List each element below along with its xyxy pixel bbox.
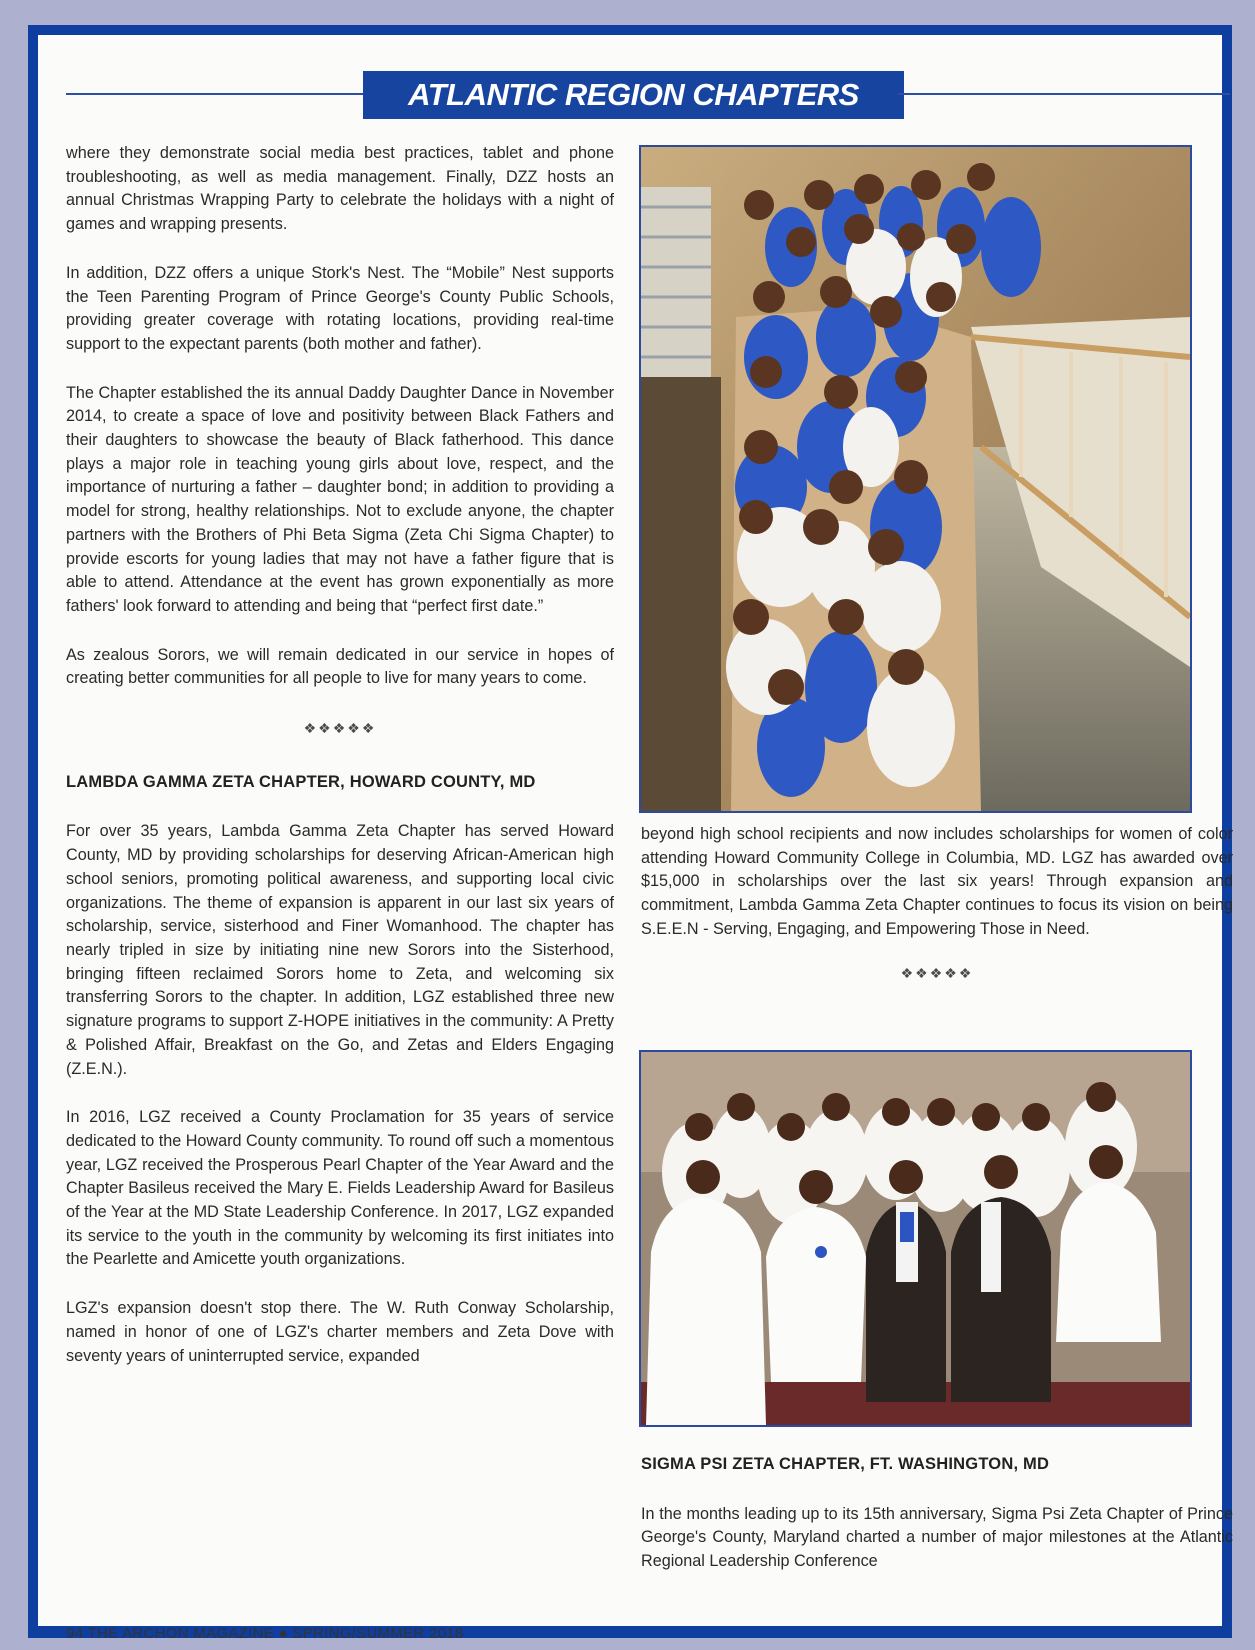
section-separator: ❖❖❖❖❖ [303,720,377,737]
paragraph: beyond high school recipients and now includes scholarships for women of color attending Howard Community College in Columbia, MD. LGZ has awarded over $15,000 in scholarships over the last six years! Through expansion and commitment, Lambda Gamma Zeta Chapter continues to focus its vision on being S.E.E.N - Serving, Engaging, and Empowering Those in Need. [641,825,1233,938]
robes-photo-image [641,1052,1190,1425]
issue-label: SPRING/SUMMER 2018 [292,1625,464,1642]
section-separator: ❖❖❖❖❖ [900,964,974,981]
paragraph: LGZ's expansion doesn't stop there. The W. Ruth Conway Scholarship, named in honor of one of LGZ's charter members and Zeta Dove with seventy years of uninterrupted service, expanded [66,1299,614,1365]
staircase-photo-image [641,147,1190,811]
paragraph: For over 35 years, Lambda Gamma Zeta Chapter has served Howard County, MD by providing scholarships for deserving African-American high school seniors, promoting political awareness, and supporting local civic organizations. The theme of expansion is apparent in our last six years of scholarship, service, sisterhood and Finer Womanhood. The chapter has nearly tripled in size by initiating nine new Sorors into the Sisterhood, bringing fifteen reclaimed Sorors home to Zeta, and welcoming six transferring Sorors to the chapter. In addition, LGZ established three new signature programs to support Z-HOPE initiatives in the community: A Pretty & Polished Affair, Breakfast on the Go, and Zetas and Elders Engaging (Z.E.N.). [66,822,614,1078]
page-footer [66,1625,464,1642]
page-number: 94 [66,1625,84,1642]
page-content [38,35,1233,1626]
right-column-lower [641,1453,1233,1599]
header-rule-right [898,93,1230,95]
right-column [641,823,1233,1015]
magazine-name: THE ARCHON MAGAZINE [87,1625,275,1642]
staircase-group-photo [639,145,1192,813]
chapter-heading: SIGMA PSI ZETA CHAPTER, FT. WASHINGTON, MD [641,1455,1050,1473]
paragraph: In addition, DZZ offers a unique Stork's Nest. The “Mobile” Nest supports the Teen Parenting Program of Prince George's County Public Schools, providing greater coverage with rotating locations, providing real-time support to the expectant parents (both mother and father). [66,263,614,353]
paragraph: In 2016, LGZ received a County Proclamation for 35 years of service dedicated to the Howard County community. To round off such a momentous year, LGZ received the Prosperous Pearl Chapter of the Year Award and the Chapter Basileus received the Mary E. Fields Leadership Award for Basileus of the Year at the MD State Leadership Conference. In 2017, LGZ expanded its service to the youth in the community by welcoming its first initiates into the Pearlette and Amicette youth organizations. [66,1108,614,1269]
white-robes-group-photo [639,1050,1192,1427]
chapter-heading: LAMBDA GAMMA ZETA CHAPTER, HOWARD COUNTY, MD [66,772,536,791]
paragraph: In the months leading up to its 15th anniversary, Sigma Psi Zeta Chapter of Prince George's County, Maryland charted a number of major milestones at the Atlantic Regional Leadership Conference [641,1504,1233,1571]
left-column [66,142,614,1393]
paragraph: The Chapter established the its annual Daddy Daughter Dance in November 2014, to create a space of love and positivity between Black Fathers and their daughters to showcase the beauty of Black fatherhood. This dance plays a major role in teaching young girls about love, respect, and the importance of nurturing a father – daughter bond; in addition to providing a model for strong, healthy relationships. Not to exclude anyone, the chapter partners with the Brothers of Phi Beta Sigma (Zeta Chi Sigma Chapter) to provide escorts for young ladies that may not have a father figure that is able to attend. Attendance at the event has grown exponentially as more fathers' look forward to attending and being that “perfect first date.” [66,383,614,615]
header-rule-left [66,93,366,95]
paragraph: As zealous Sorors, we will remain dedicated in our service in hopes of creating better communities for all people to live for many years to come. [66,645,614,688]
paragraph: where they demonstrate social media best practices, tablet and phone troubleshooting, as well as media management. Finally, DZZ hosts an annual Christmas Wrapping Party to celebrate the holidays with a night of games and wrapping presents. [66,144,614,234]
section-title: ATLANTIC REGION CHAPTERS [363,71,904,119]
bullet-icon: ● [278,1625,288,1642]
magazine-page [28,25,1232,1638]
